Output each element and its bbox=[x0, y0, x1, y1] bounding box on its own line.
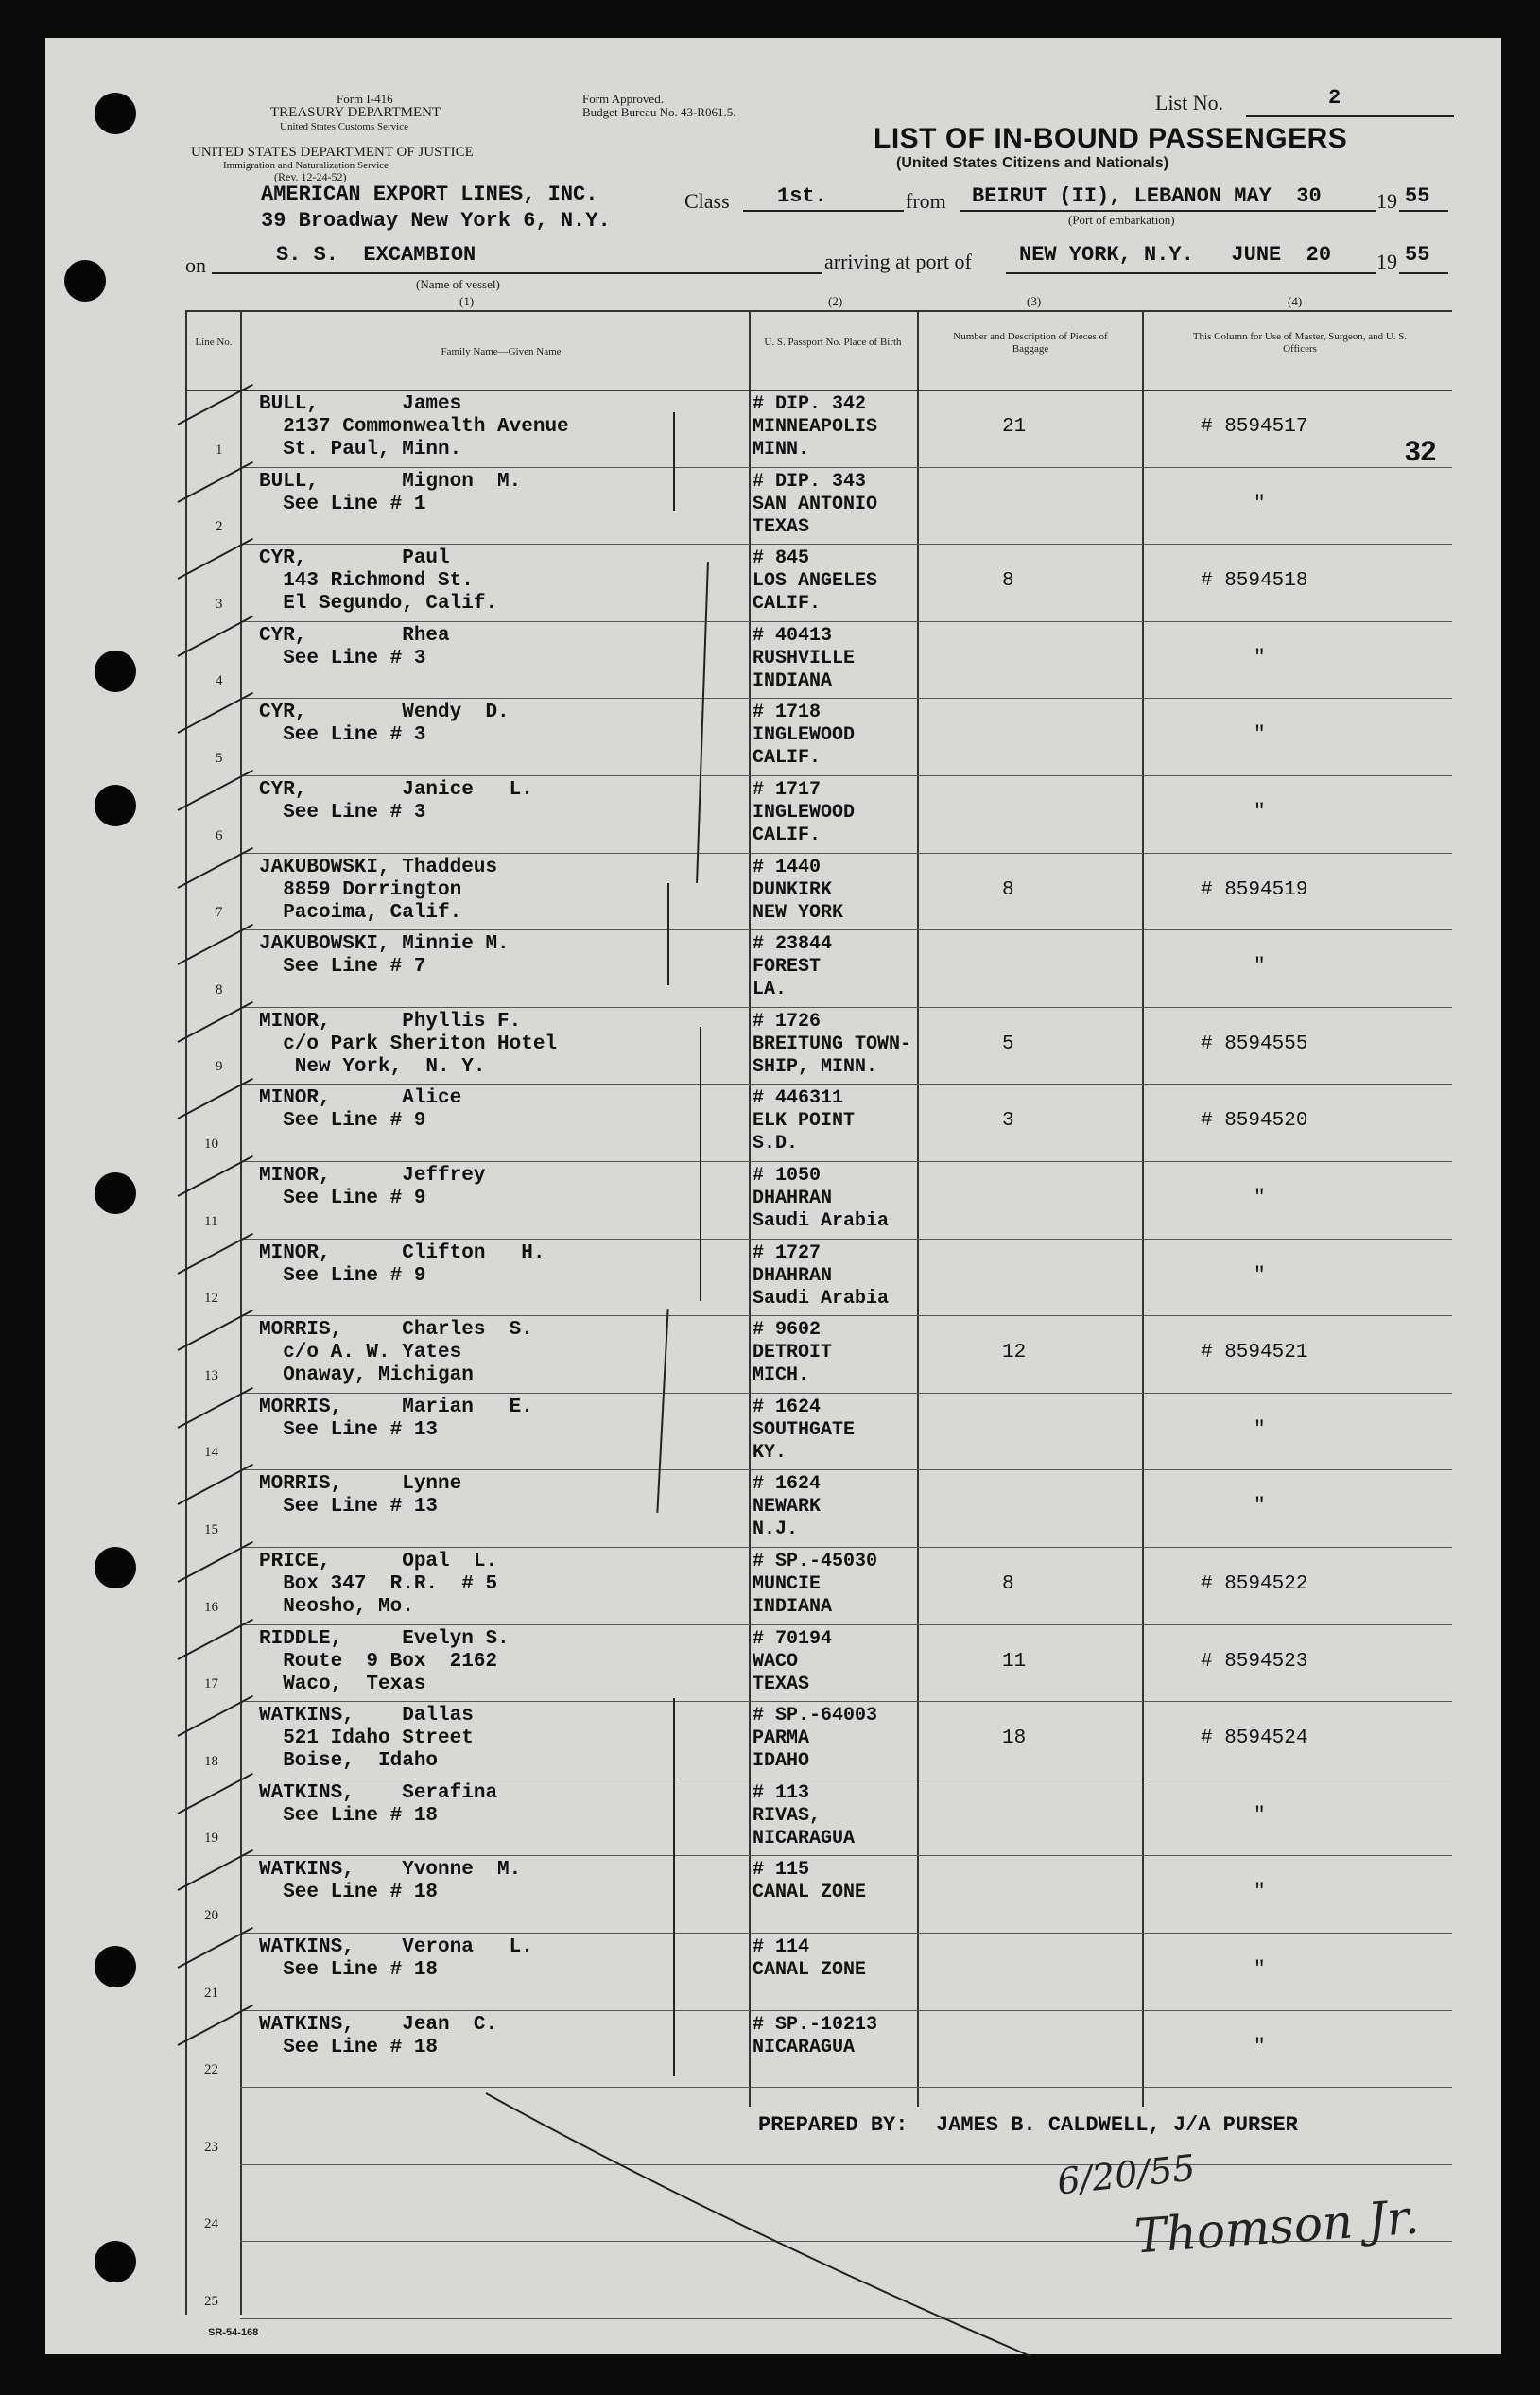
punch-hole bbox=[95, 93, 136, 134]
passenger-name: CYR, Wendy D. See Line # 3 bbox=[259, 702, 510, 747]
prepared-by-value: JAMES B. CALDWELL, J/A PURSER bbox=[936, 2113, 1298, 2137]
passenger-name: BULL, Mignon M. See Line # 1 bbox=[259, 470, 522, 515]
officer-entry: # 8594521 bbox=[1201, 1342, 1308, 1364]
col-line-no: Line No. bbox=[195, 337, 233, 348]
line-number: 16 bbox=[204, 1599, 218, 1615]
col-number-3: (3) bbox=[1027, 294, 1042, 308]
passenger-name: RIDDLE, Evelyn S. Route 9 Box 2162 Waco, Texas bbox=[259, 1627, 510, 1695]
form-approved: Form Approved. bbox=[582, 92, 664, 106]
year-suffix: 55 bbox=[1405, 184, 1430, 208]
officer-entry: # 8594522 bbox=[1201, 1573, 1308, 1595]
baggage-count: 3 bbox=[1002, 1110, 1014, 1133]
baggage-count: 21 bbox=[1002, 416, 1027, 438]
passport-birthplace: # 40413 RUSHVILLE INDIANA bbox=[753, 624, 856, 692]
from-label: from bbox=[906, 189, 946, 213]
line-number: 15 bbox=[204, 1522, 218, 1537]
form-number: Form I-416 bbox=[337, 92, 393, 106]
ins-service: Immigration and Naturalization Service bbox=[223, 160, 389, 171]
officer-entry: " bbox=[1254, 647, 1266, 669]
punch-hole bbox=[95, 785, 136, 826]
officer-entry: " bbox=[1254, 1496, 1266, 1519]
on-label: on bbox=[185, 253, 206, 277]
year2-suffix: 55 bbox=[1405, 243, 1430, 267]
passport-birthplace: # 114 CANAL ZONE bbox=[753, 1936, 867, 1981]
passenger-name: CYR, Paul 143 Richmond St. El Segundo, Calif. bbox=[259, 547, 498, 616]
line-number: 4 bbox=[216, 673, 223, 689]
passport-birthplace: # SP.-45030 MUNCIE INDIANA bbox=[753, 1551, 878, 1618]
passport-birthplace: # 1726 BREITUNG TOWN- SHIP, MINN. bbox=[753, 1010, 912, 1078]
passenger-name: JAKUBOWSKI, Thaddeus 8859 Dorrington Pacoima, Calif. bbox=[259, 856, 498, 924]
passport-birthplace: # 9602 DETROIT MICH. bbox=[753, 1319, 833, 1387]
passenger-name: MORRIS, Charles S. c/o A. W. Yates Onaway, Michigan bbox=[259, 1319, 533, 1387]
line-number: 19 bbox=[204, 1831, 218, 1847]
line-number: 14 bbox=[204, 1445, 218, 1461]
budget-bureau: Budget Bureau No. 43-R061.5. bbox=[582, 105, 736, 119]
officer-entry: # 8594518 bbox=[1201, 570, 1308, 593]
officer-entry: " bbox=[1254, 1882, 1266, 1904]
list-no-value: 2 bbox=[1328, 86, 1341, 110]
passenger-name: WATKINS, Dallas 521 Idaho Street Boise, Idaho bbox=[259, 1705, 474, 1773]
company-address: 39 Broadway New York 6, N.Y. bbox=[261, 209, 611, 233]
officer-entry: " bbox=[1254, 493, 1266, 515]
line-number: 17 bbox=[204, 1676, 218, 1692]
baggage-count: 8 bbox=[1002, 1573, 1014, 1595]
punch-hole bbox=[64, 260, 106, 302]
line-number: 1 bbox=[216, 442, 223, 458]
line-number: 12 bbox=[204, 1291, 218, 1307]
line-number: 25 bbox=[204, 2294, 218, 2309]
officer-entry: # 8594524 bbox=[1201, 1727, 1308, 1750]
line-number: 8 bbox=[216, 981, 223, 998]
passport-birthplace: # 1624 NEWARK N.J. bbox=[753, 1473, 822, 1541]
baggage-count: 11 bbox=[1002, 1650, 1027, 1673]
treasury-dept: TREASURY DEPARTMENT bbox=[270, 105, 441, 120]
punch-hole bbox=[95, 1547, 136, 1588]
passport-birthplace: # 1624 SOUTHGATE KY. bbox=[753, 1396, 856, 1464]
officer-entry: " bbox=[1254, 1804, 1266, 1827]
year2-prefix: 19 bbox=[1376, 250, 1397, 273]
passenger-name: PRICE, Opal L. Box 347 R.R. # 5 Neosho, Mo. bbox=[259, 1551, 498, 1618]
officer-entry: # 8594523 bbox=[1201, 1650, 1308, 1673]
col-officers: This Column for Use of Master, Surgeon, and U. S. Officers bbox=[1192, 331, 1408, 355]
line-number: 11 bbox=[204, 1213, 218, 1229]
line-number: 5 bbox=[216, 751, 223, 766]
passport-birthplace: # 1440 DUNKIRK NEW YORK bbox=[753, 856, 844, 924]
col-passport: U. S. Passport No. Place of Birth bbox=[764, 337, 902, 348]
officer-entry: " bbox=[1254, 802, 1266, 824]
col-number-4: (4) bbox=[1288, 294, 1303, 308]
handwritten-date: 6/20/55 bbox=[1055, 2146, 1198, 2203]
prepared-by-label: PREPARED BY: bbox=[758, 2113, 908, 2137]
passport-birthplace: # 845 LOS ANGELES CALIF. bbox=[753, 547, 878, 616]
class-label: Class bbox=[684, 189, 730, 213]
passenger-name: WATKINS, Yvonne M. See Line # 18 bbox=[259, 1859, 522, 1904]
line-number: 7 bbox=[216, 905, 223, 921]
col-baggage: Number and Description of Pieces of Baggage bbox=[953, 331, 1108, 355]
passport-birthplace: # 115 CANAL ZONE bbox=[753, 1859, 867, 1904]
passport-birthplace: # 70194 WACO TEXAS bbox=[753, 1627, 833, 1695]
year-prefix: 19 bbox=[1376, 189, 1397, 213]
officer-entry: " bbox=[1254, 1959, 1266, 1981]
officer-entry: " bbox=[1254, 724, 1266, 747]
form-code: SR-54-168 bbox=[208, 2327, 259, 2338]
passport-birthplace: # SP.-64003 PARMA IDAHO bbox=[753, 1705, 878, 1773]
col-name: Family Name—Given Name bbox=[441, 346, 562, 357]
port-embarkation-caption: (Port of embarkation) bbox=[1068, 213, 1175, 227]
line-number: 24 bbox=[204, 2216, 218, 2232]
passport-birthplace: # 1718 INGLEWOOD CALIF. bbox=[753, 702, 856, 770]
officer-entry: # 8594517 bbox=[1201, 416, 1308, 438]
punch-hole bbox=[95, 1946, 136, 1987]
revision: (Rev. 12-24-52) bbox=[274, 170, 347, 183]
passport-birthplace: # 1050 DHAHRAN Saudi Arabia bbox=[753, 1165, 890, 1232]
punch-hole bbox=[95, 651, 136, 692]
passenger-name: WATKINS, Jean C. See Line # 18 bbox=[259, 2013, 498, 2058]
passenger-name: MORRIS, Lynne See Line # 13 bbox=[259, 1473, 462, 1519]
line-number: 20 bbox=[204, 1908, 218, 1923]
passport-birthplace: # 446311 ELK POINT S.D. bbox=[753, 1087, 856, 1155]
signature: Thomson Jr. bbox=[1133, 2189, 1421, 2265]
passenger-name: CYR, Janice L. See Line # 3 bbox=[259, 779, 533, 824]
baggage-count: 5 bbox=[1002, 1033, 1014, 1055]
officer-entry: # 8594519 bbox=[1201, 878, 1308, 901]
customs-service: United States Customs Service bbox=[280, 121, 408, 132]
officer-entry: " bbox=[1254, 1264, 1266, 1287]
shipping-company: AMERICAN EXPORT LINES, INC. bbox=[261, 182, 598, 206]
passenger-name: MINOR, Phyllis F. c/o Park Sheriton Hotel New York, N. Y. bbox=[259, 1010, 558, 1078]
officer-entry: " bbox=[1254, 1418, 1266, 1441]
baggage-count: 8 bbox=[1002, 878, 1014, 901]
officer-entry: # 8594555 bbox=[1201, 1033, 1308, 1055]
line-number: 23 bbox=[204, 2139, 218, 2155]
line-number: 10 bbox=[204, 1137, 218, 1152]
list-no-label: List No. bbox=[1155, 91, 1224, 114]
passport-birthplace: # SP.-10213 NICARAGUA bbox=[753, 2013, 878, 2058]
col-number-2: (2) bbox=[828, 294, 843, 308]
line-number: 9 bbox=[216, 1059, 223, 1075]
passport-birthplace: # 1717 INGLEWOOD CALIF. bbox=[753, 779, 856, 846]
officer-entry: # 8594520 bbox=[1201, 1110, 1308, 1133]
line-number: 18 bbox=[204, 1753, 218, 1769]
passenger-name: MINOR, Alice See Line # 9 bbox=[259, 1087, 462, 1133]
baggage-count: 12 bbox=[1002, 1342, 1027, 1364]
passenger-name: JAKUBOWSKI, Minnie M. See Line # 7 bbox=[259, 933, 510, 979]
arriving-label: arriving at port of bbox=[824, 250, 972, 273]
page-mark: 32 bbox=[1405, 436, 1437, 467]
passport-birthplace: # DIP. 343 SAN ANTONIO TEXAS bbox=[753, 470, 878, 538]
justice-dept: UNITED STATES DEPARTMENT OF JUSTICE bbox=[191, 145, 474, 160]
line-number: 2 bbox=[216, 519, 223, 535]
passenger-name: BULL, James 2137 Commonwealth Avenue St. Paul, Minn. bbox=[259, 393, 569, 460]
embarkation-port: BEIRUT (II), LEBANON MAY 30 bbox=[972, 184, 1322, 208]
line-number: 22 bbox=[204, 2062, 218, 2078]
punch-hole bbox=[95, 1172, 136, 1214]
passenger-name: MINOR, Jeffrey See Line # 9 bbox=[259, 1165, 486, 1209]
line-number: 21 bbox=[204, 1985, 218, 2001]
vessel-caption: (Name of vessel) bbox=[416, 277, 500, 291]
passport-birthplace: # DIP. 342 MINNEAPOLIS MINN. bbox=[753, 393, 878, 460]
passport-birthplace: # 23844 FOREST LA. bbox=[753, 933, 833, 1001]
punch-hole bbox=[95, 2241, 136, 2282]
arrival-port: NEW YORK, N.Y. JUNE 20 bbox=[1019, 243, 1332, 267]
line-number: 13 bbox=[204, 1367, 218, 1383]
line-number: 3 bbox=[216, 596, 223, 612]
officer-entry: " bbox=[1254, 956, 1266, 979]
class-value: 1st. bbox=[777, 184, 827, 208]
passenger-name: CYR, Rhea See Line # 3 bbox=[259, 624, 450, 669]
officer-entry: " bbox=[1254, 2036, 1266, 2058]
page-subtitle: (United States Citizens and Nationals) bbox=[896, 155, 1169, 171]
baggage-count: 18 bbox=[1002, 1727, 1027, 1750]
officer-entry: " bbox=[1254, 1188, 1266, 1209]
baggage-count: 8 bbox=[1002, 570, 1014, 593]
line-number: 6 bbox=[216, 827, 223, 843]
passenger-name: WATKINS, Verona L. See Line # 18 bbox=[259, 1936, 533, 1981]
col-number-1: (1) bbox=[459, 294, 475, 308]
passport-birthplace: # 1727 DHAHRAN Saudi Arabia bbox=[753, 1241, 890, 1310]
passenger-name: MORRIS, Marian E. See Line # 13 bbox=[259, 1396, 533, 1441]
page-title: LIST OF IN-BOUND PASSENGERS bbox=[874, 123, 1348, 154]
vessel-name: S. S. EXCAMBION bbox=[276, 243, 476, 267]
passport-birthplace: # 113 RIVAS, NICARAGUA bbox=[753, 1781, 856, 1849]
passenger-name: WATKINS, Serafina See Line # 18 bbox=[259, 1781, 498, 1827]
passenger-name: MINOR, Clifton H. See Line # 9 bbox=[259, 1241, 545, 1287]
